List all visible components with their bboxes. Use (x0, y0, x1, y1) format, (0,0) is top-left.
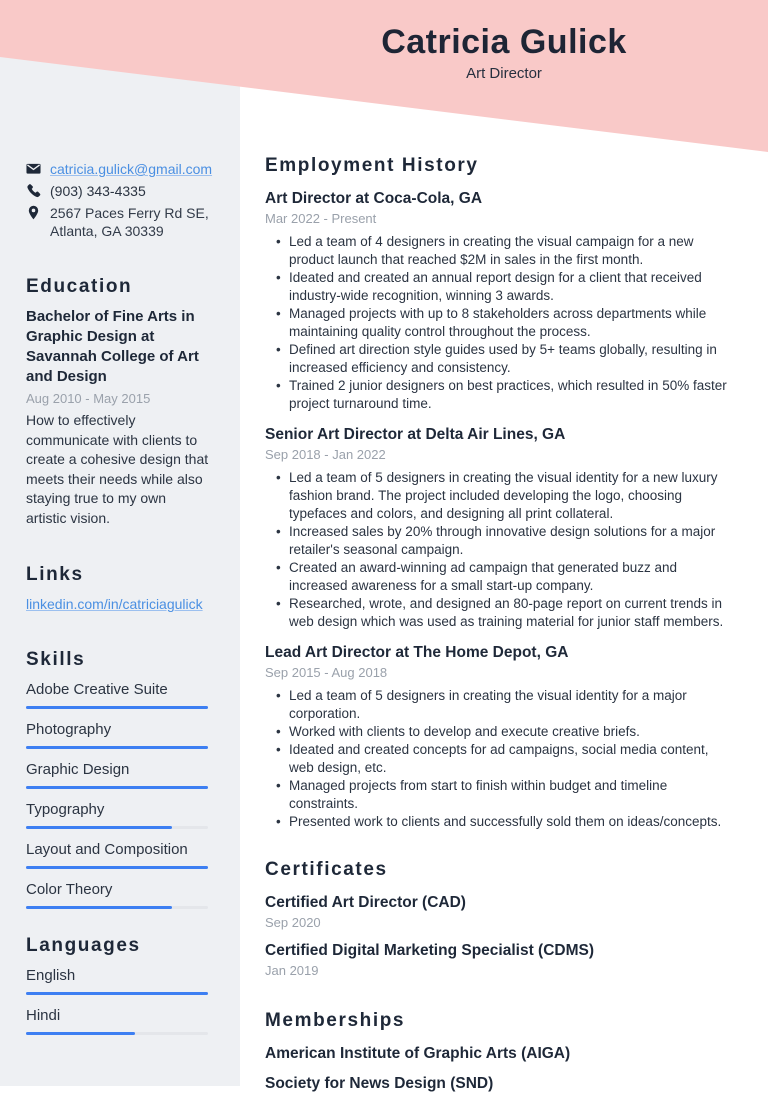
employment-history-heading: Employment History (265, 155, 479, 176)
job-dates: Mar 2022 - Present (265, 211, 377, 226)
job-bullet: • Defined art direction style guides used by 5+ teams globally, resulting in increased efficiency and consistency. (265, 341, 737, 377)
memberships-heading: Memberships (265, 1010, 406, 1031)
job-bullets (265, 687, 737, 831)
address-line-2: Atlanta, GA 30339 (50, 223, 164, 239)
language-bar-track (26, 992, 208, 995)
skill-bar-track (26, 706, 208, 709)
skill-bar-fill (26, 706, 208, 709)
linkedin-link[interactable]: linkedin.com/in/catriciagulick (26, 596, 203, 612)
phone-icon (26, 183, 41, 198)
job-title: Lead Art Director at The Home Depot, GA (265, 644, 569, 661)
address (50, 204, 209, 240)
skill-bar-track (26, 866, 208, 869)
job-dates: Sep 2015 - Aug 2018 (265, 665, 388, 680)
phone-number: (903) 343-4335 (50, 183, 146, 199)
job-title: Art Director at Coca-Cola, GA (265, 190, 483, 207)
skill-bar-fill (26, 866, 208, 869)
skill-item (26, 681, 210, 709)
job-entry (265, 189, 737, 413)
job-dates: Sep 2018 - Jan 2022 (265, 447, 386, 462)
job-title: Senior Art Director at Delta Air Lines, GA (265, 426, 566, 443)
education-heading: Education (26, 276, 133, 297)
language-item (26, 967, 210, 995)
job-bullet: • Worked with clients to develop and execute creative briefs. (265, 723, 737, 741)
job-bullet: • Presented work to clients and successfully sold them on ideas/concepts. (265, 813, 737, 831)
education-dates: Aug 2010 - May 2015 (26, 391, 151, 406)
certificate-title: Certified Digital Marketing Specialist (CDMS) (265, 942, 594, 959)
skill-item (26, 801, 210, 829)
membership-item: American Institute of Graphic Arts (AIGA) (265, 1045, 571, 1062)
skill-bar-fill (26, 746, 208, 749)
skill-item (26, 761, 210, 789)
contact-section (26, 160, 213, 240)
skill-name: Layout and Composition (26, 841, 188, 858)
job-bullet: • Managed projects with up to 8 stakeholders across departments while maintaining quality control throughout the process. (265, 305, 737, 341)
languages-heading: Languages (26, 935, 141, 956)
email-icon (26, 161, 41, 176)
skill-name: Color Theory (26, 881, 113, 898)
job-bullet: • Created an award-winning ad campaign that generated buzz and increased awareness for a small start-up company. (265, 559, 737, 595)
language-bar-fill (26, 1032, 135, 1035)
email-link[interactable]: catricia.gulick@gmail.com (50, 161, 213, 177)
skill-name: Graphic Design (26, 761, 130, 778)
language-name: English (26, 967, 76, 984)
certificate-date: Jan 2019 (265, 963, 319, 978)
skill-bar-track (26, 906, 208, 909)
language-bar-fill (26, 992, 208, 995)
job-entry (265, 425, 737, 631)
links-heading: Links (26, 564, 84, 585)
skill-bar-fill (26, 786, 208, 789)
skills-list (26, 681, 210, 909)
candidate-name: Catricia Gulick (381, 23, 627, 61)
skill-bar-track (26, 786, 208, 789)
header (240, 22, 768, 83)
certificates-heading: Certificates (265, 859, 388, 880)
skills-heading: Skills (26, 649, 86, 670)
contact-email-row (26, 160, 213, 178)
certificate-title: Certified Art Director (CAD) (265, 894, 466, 911)
job-bullet: • Trained 2 junior designers on best practices, which resulted in 50% faster project turnaround time. (265, 377, 737, 413)
skill-bar-track (26, 746, 208, 749)
main-column (265, 155, 737, 1093)
job-entry (265, 643, 737, 831)
job-bullet: • Researched, wrote, and designed an 80-page report on current trends in web design which was used as training material for junior staff members. (265, 595, 737, 631)
job-bullet: • Ideated and created an annual report design for a client that received industry-wide recognition, winning 3 awards. (265, 269, 737, 305)
memberships-section (265, 1010, 737, 1093)
language-item (26, 1007, 210, 1035)
skill-name: Typography (26, 801, 105, 818)
skill-name: Photography (26, 721, 112, 738)
language-bar-track (26, 1032, 208, 1035)
contact-address-row (26, 204, 210, 240)
job-bullet: • Ideated and created concepts for ad campaigns, social media content, web design, etc. (265, 741, 737, 777)
certificate-item (265, 893, 737, 930)
job-bullet: • Led a team of 4 designers in creating the visual campaign for a new product launch that reached $2M in sales in the first month. (265, 233, 737, 269)
certificate-date: Sep 2020 (265, 915, 321, 930)
location-icon (26, 205, 41, 220)
address-line-1: 2567 Paces Ferry Rd SE, (50, 205, 209, 221)
skill-bar-track (26, 826, 208, 829)
job-bullet: • Led a team of 5 designers in creating the visual identity for a major corporation. (265, 687, 737, 723)
certificates-section (265, 859, 737, 978)
contact-phone-row (26, 182, 210, 200)
skill-item (26, 881, 210, 909)
job-bullet: • Led a team of 5 designers in creating the visual identity for a new luxury fashion brand. The project included developing the logo, choosing typefaces and colors, and designing all print collateral. (265, 469, 737, 523)
language-name: Hindi (26, 1007, 61, 1024)
skill-name: Adobe Creative Suite (26, 681, 168, 698)
skill-bar-fill (26, 906, 172, 909)
sidebar (26, 160, 213, 1047)
education-degree: Bachelor of Fine Arts in Graphic Design at Savannah College of Art and Design (26, 308, 199, 385)
skill-bar-fill (26, 826, 172, 829)
education-description: How to effectively communicate with clients to create a cohesive design that meets their needs while also staying true to my own artistic vision. (26, 412, 209, 526)
job-bullet: • Managed projects from start to finish within budget and timeline constraints. (265, 777, 737, 813)
languages-list (26, 967, 210, 1035)
skill-item (26, 841, 210, 869)
certificate-item (265, 941, 737, 978)
membership-item: Society for News Design (SND) (265, 1075, 494, 1092)
job-bullet: • Increased sales by 20% through innovative design solutions for a major retailer's seasonal campaign. (265, 523, 737, 559)
job-bullets (265, 469, 737, 631)
job-bullets (265, 233, 737, 413)
candidate-job-title: Art Director (466, 65, 542, 82)
skill-item (26, 721, 210, 749)
